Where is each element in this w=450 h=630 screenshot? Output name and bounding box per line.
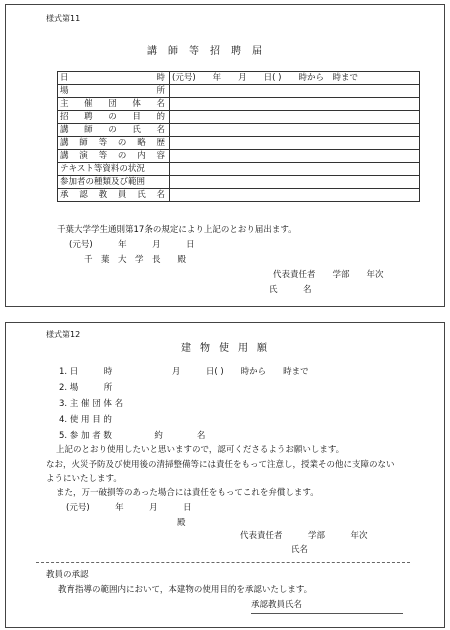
row-value-cell[interactable] bbox=[170, 163, 420, 176]
responsibility-text: なお，火災予防及び使用後の清掃整備等には責任をもって注意し，授業その他に支障のない bbox=[46, 460, 395, 470]
name-line: 氏 名 bbox=[269, 285, 312, 295]
request-text: 上記のとおり使用したいと思いますので，認可くださるようお願いします。 bbox=[56, 445, 345, 455]
item-purpose: 4. 使 用 目 的 bbox=[59, 415, 112, 425]
row-label: テキスト等資料の状況 bbox=[60, 163, 145, 174]
approval-text: 教育指導の範囲内において，本建物の使用目的を承認いたします。 bbox=[58, 585, 313, 595]
table-row bbox=[58, 137, 420, 150]
table-row bbox=[58, 72, 420, 85]
date-line: (元号) 年 月 日 bbox=[66, 503, 192, 513]
table-row bbox=[58, 85, 420, 98]
signature-underline bbox=[251, 613, 403, 614]
row-label-cell bbox=[58, 189, 170, 202]
regulation-statement: 千葉大学学生通則第17条の規定により上記のとおり届出ます。 bbox=[57, 225, 297, 235]
row-label-cell bbox=[58, 176, 170, 189]
row-label-cell bbox=[58, 111, 170, 124]
approval-signature-label: 承認教員氏名 bbox=[251, 600, 303, 610]
row-value-cell[interactable] bbox=[170, 85, 420, 98]
row-label: 承 認 教 員 氏 名 bbox=[60, 189, 165, 200]
row-label: 招 聘 の 目 的 bbox=[60, 111, 165, 122]
row-value-cell[interactable] bbox=[170, 176, 420, 189]
row-value-cell[interactable] bbox=[170, 189, 420, 202]
row-value-cell[interactable] bbox=[170, 124, 420, 137]
row-label-cell bbox=[58, 150, 170, 163]
datetime-value: (元号) 年 月 日( ) 時から 時まで bbox=[172, 72, 358, 83]
approval-heading: 教員の承認 bbox=[46, 570, 89, 580]
row-label: 主 催 団 体 名 bbox=[60, 98, 165, 109]
cut-line bbox=[36, 562, 410, 563]
date-line: (元号) 年 月 日 bbox=[69, 240, 195, 250]
table-row bbox=[58, 163, 420, 176]
row-label-cell bbox=[58, 163, 170, 176]
representative-line: 代表責任者 学部 年次 bbox=[240, 531, 368, 541]
row-label: 参加者の種類及び範囲 bbox=[60, 176, 146, 187]
row-label-cell bbox=[58, 85, 170, 98]
item-participants: 5. 参 加 者 数 約 名 bbox=[59, 431, 206, 441]
form-title: 講師等招聘届 bbox=[147, 46, 273, 57]
table-row bbox=[58, 150, 420, 163]
row-value-cell[interactable] bbox=[170, 72, 420, 85]
row-value-cell[interactable] bbox=[170, 111, 420, 124]
row-label: 講 師 の 氏 名 bbox=[60, 124, 165, 135]
application-table bbox=[57, 71, 420, 202]
item-datetime: 1. 日 時 月 日( ) 時から 時まで bbox=[59, 367, 309, 377]
form-number: 様式第11 bbox=[46, 14, 81, 23]
row-label-cell bbox=[58, 137, 170, 150]
table-row bbox=[58, 124, 420, 137]
table-row bbox=[58, 176, 420, 189]
row-label: 講 師 等 の 略 歴 bbox=[60, 137, 165, 148]
responsibility-text-cont: ようにいたします。 bbox=[46, 474, 122, 484]
row-label-cell bbox=[58, 98, 170, 111]
row-label: 講 演 等 の 内 容 bbox=[60, 150, 165, 161]
representative-line: 代表責任者 学部 年次 bbox=[273, 270, 384, 280]
table-row bbox=[58, 189, 420, 202]
compensation-text: また，万一破損等のあった場合には責任をもってこれを弁償します。 bbox=[56, 488, 319, 498]
row-label-cell bbox=[58, 72, 170, 85]
name-line: 氏名 bbox=[291, 545, 309, 555]
table-row bbox=[58, 111, 420, 124]
form-number: 様式第12 bbox=[46, 330, 81, 339]
row-label: 日 時 bbox=[60, 72, 165, 83]
item-place: 2. 場 所 bbox=[59, 383, 113, 393]
row-value-cell[interactable] bbox=[170, 150, 420, 163]
table-row bbox=[58, 98, 420, 111]
row-label: 場 所 bbox=[60, 85, 165, 96]
row-value-cell[interactable] bbox=[170, 137, 420, 150]
form-title: 建物使用願 bbox=[181, 343, 276, 354]
item-organizer: 3. 主 催 団 体 名 bbox=[59, 399, 124, 409]
form-12-sheet bbox=[5, 322, 445, 628]
addressee: 殿 bbox=[177, 518, 186, 528]
row-label-cell bbox=[58, 124, 170, 137]
row-value-cell[interactable] bbox=[170, 98, 420, 111]
addressee: 千 葉 大 学 長 殿 bbox=[84, 255, 187, 265]
form-11-sheet bbox=[5, 4, 445, 307]
